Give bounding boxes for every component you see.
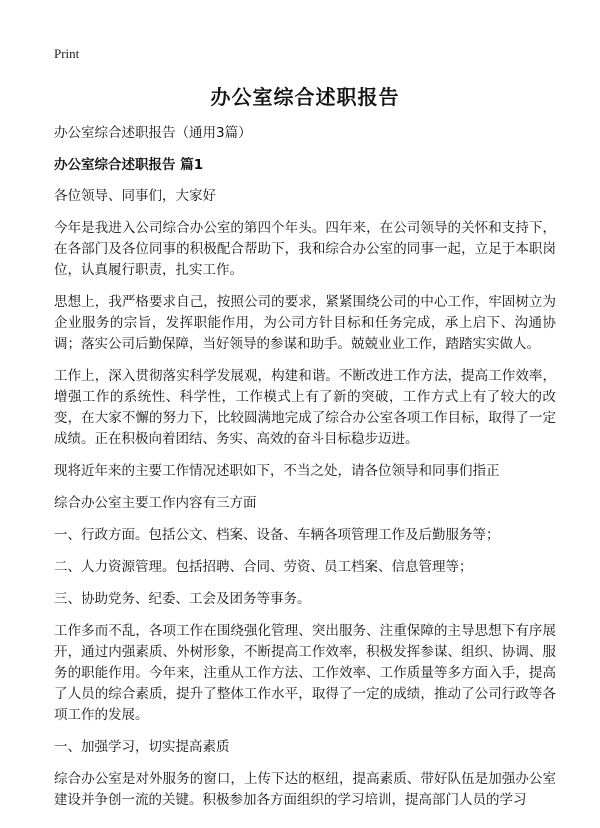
paragraph-subheading-study: 一、加强学习，切实提高素质 [54, 739, 230, 755]
print-link[interactable]: Print [54, 46, 80, 61]
paragraph-report-intro: 现将近年来的主要工作情况述职如下，不当之处，请各位领导和同事们指正 [54, 463, 500, 479]
paragraph-ideology: 思想上，我严格要求自己，按照公司的要求，紧紧围绕公司的中心工作，牢固树立为企业服务的宗旨，发挥职能作用，为公司方针目标和任务完成，承上启下、沟通协调；落实公司后勤保障，当好领导的参谋和助手。兢兢业业工作，踏踏实实做人。 [54, 294, 556, 352]
paragraph-greeting: 各位领导、同事们，大家好 [54, 188, 216, 204]
paragraph-work: 工作上，深入贯彻落实科学发展观，构建和谐。不断改进工作方法，提高工作效率，增强工作的系统性、科学性，工作模式上有了新的突破，工作方式上有了较大的改变，在大家不懈的努力下，比较圆满地完成了综合办公室各项工作目标，取得了一定成绩。正在积极向着团结、务实、高效的奋斗目标稳步迈进。 [54, 368, 556, 447]
paragraph-item-3: 三、协助党务、纪委、工会及团务等事务。 [54, 591, 311, 607]
paragraph-intro: 今年是我进入公司综合办公室的第四个年头。四年来，在公司领导的关怀和支持下，在各部门及各位同事的积极配合帮助下，我和综合办公室的同事一起，立足于本职岗位，认真履行职责，扎实工作。 [54, 220, 556, 278]
paragraph-study: 综合办公室是对外服务的窗口，上传下达的枢纽，提高素质、带好队伍是加强办公室建设并争创一流的关键。积极参加各方面组织的学习培训，提高部门人员的学习 [54, 771, 556, 808]
paragraph-summary: 工作多而不乱，各项工作在围绕强化管理、突出服务、注重保障的主导思想下有序展开，通过内强素质、外树形象，不断提高工作效率，积极发挥参谋、组织、协调、服务的职能作用。今年来，注重从工作方法、工作效率、工作质量等多方面入手，提高了人员的综合素质，提升了整体工作水平，取得了一定的成绩，推动了公司行政等各项工作的发展。 [54, 623, 556, 723]
paragraph-item-1: 一、行政方面。包括公文、档案、设备、车辆各项管理工作及后勤服务等； [54, 527, 500, 543]
document-title: 办公室综合述职报告 [210, 85, 400, 109]
document-subtitle: 办公室综合述职报告（通用3篇） [54, 125, 252, 141]
paragraph-item-2: 二、人力资源管理。包括招聘、合同、劳资、员工档案、信息管理等； [54, 559, 473, 575]
section-heading: 办公室综合述职报告 篇1 [54, 157, 204, 173]
paragraph-main-content: 综合办公室主要工作内容有三方面 [54, 495, 257, 511]
